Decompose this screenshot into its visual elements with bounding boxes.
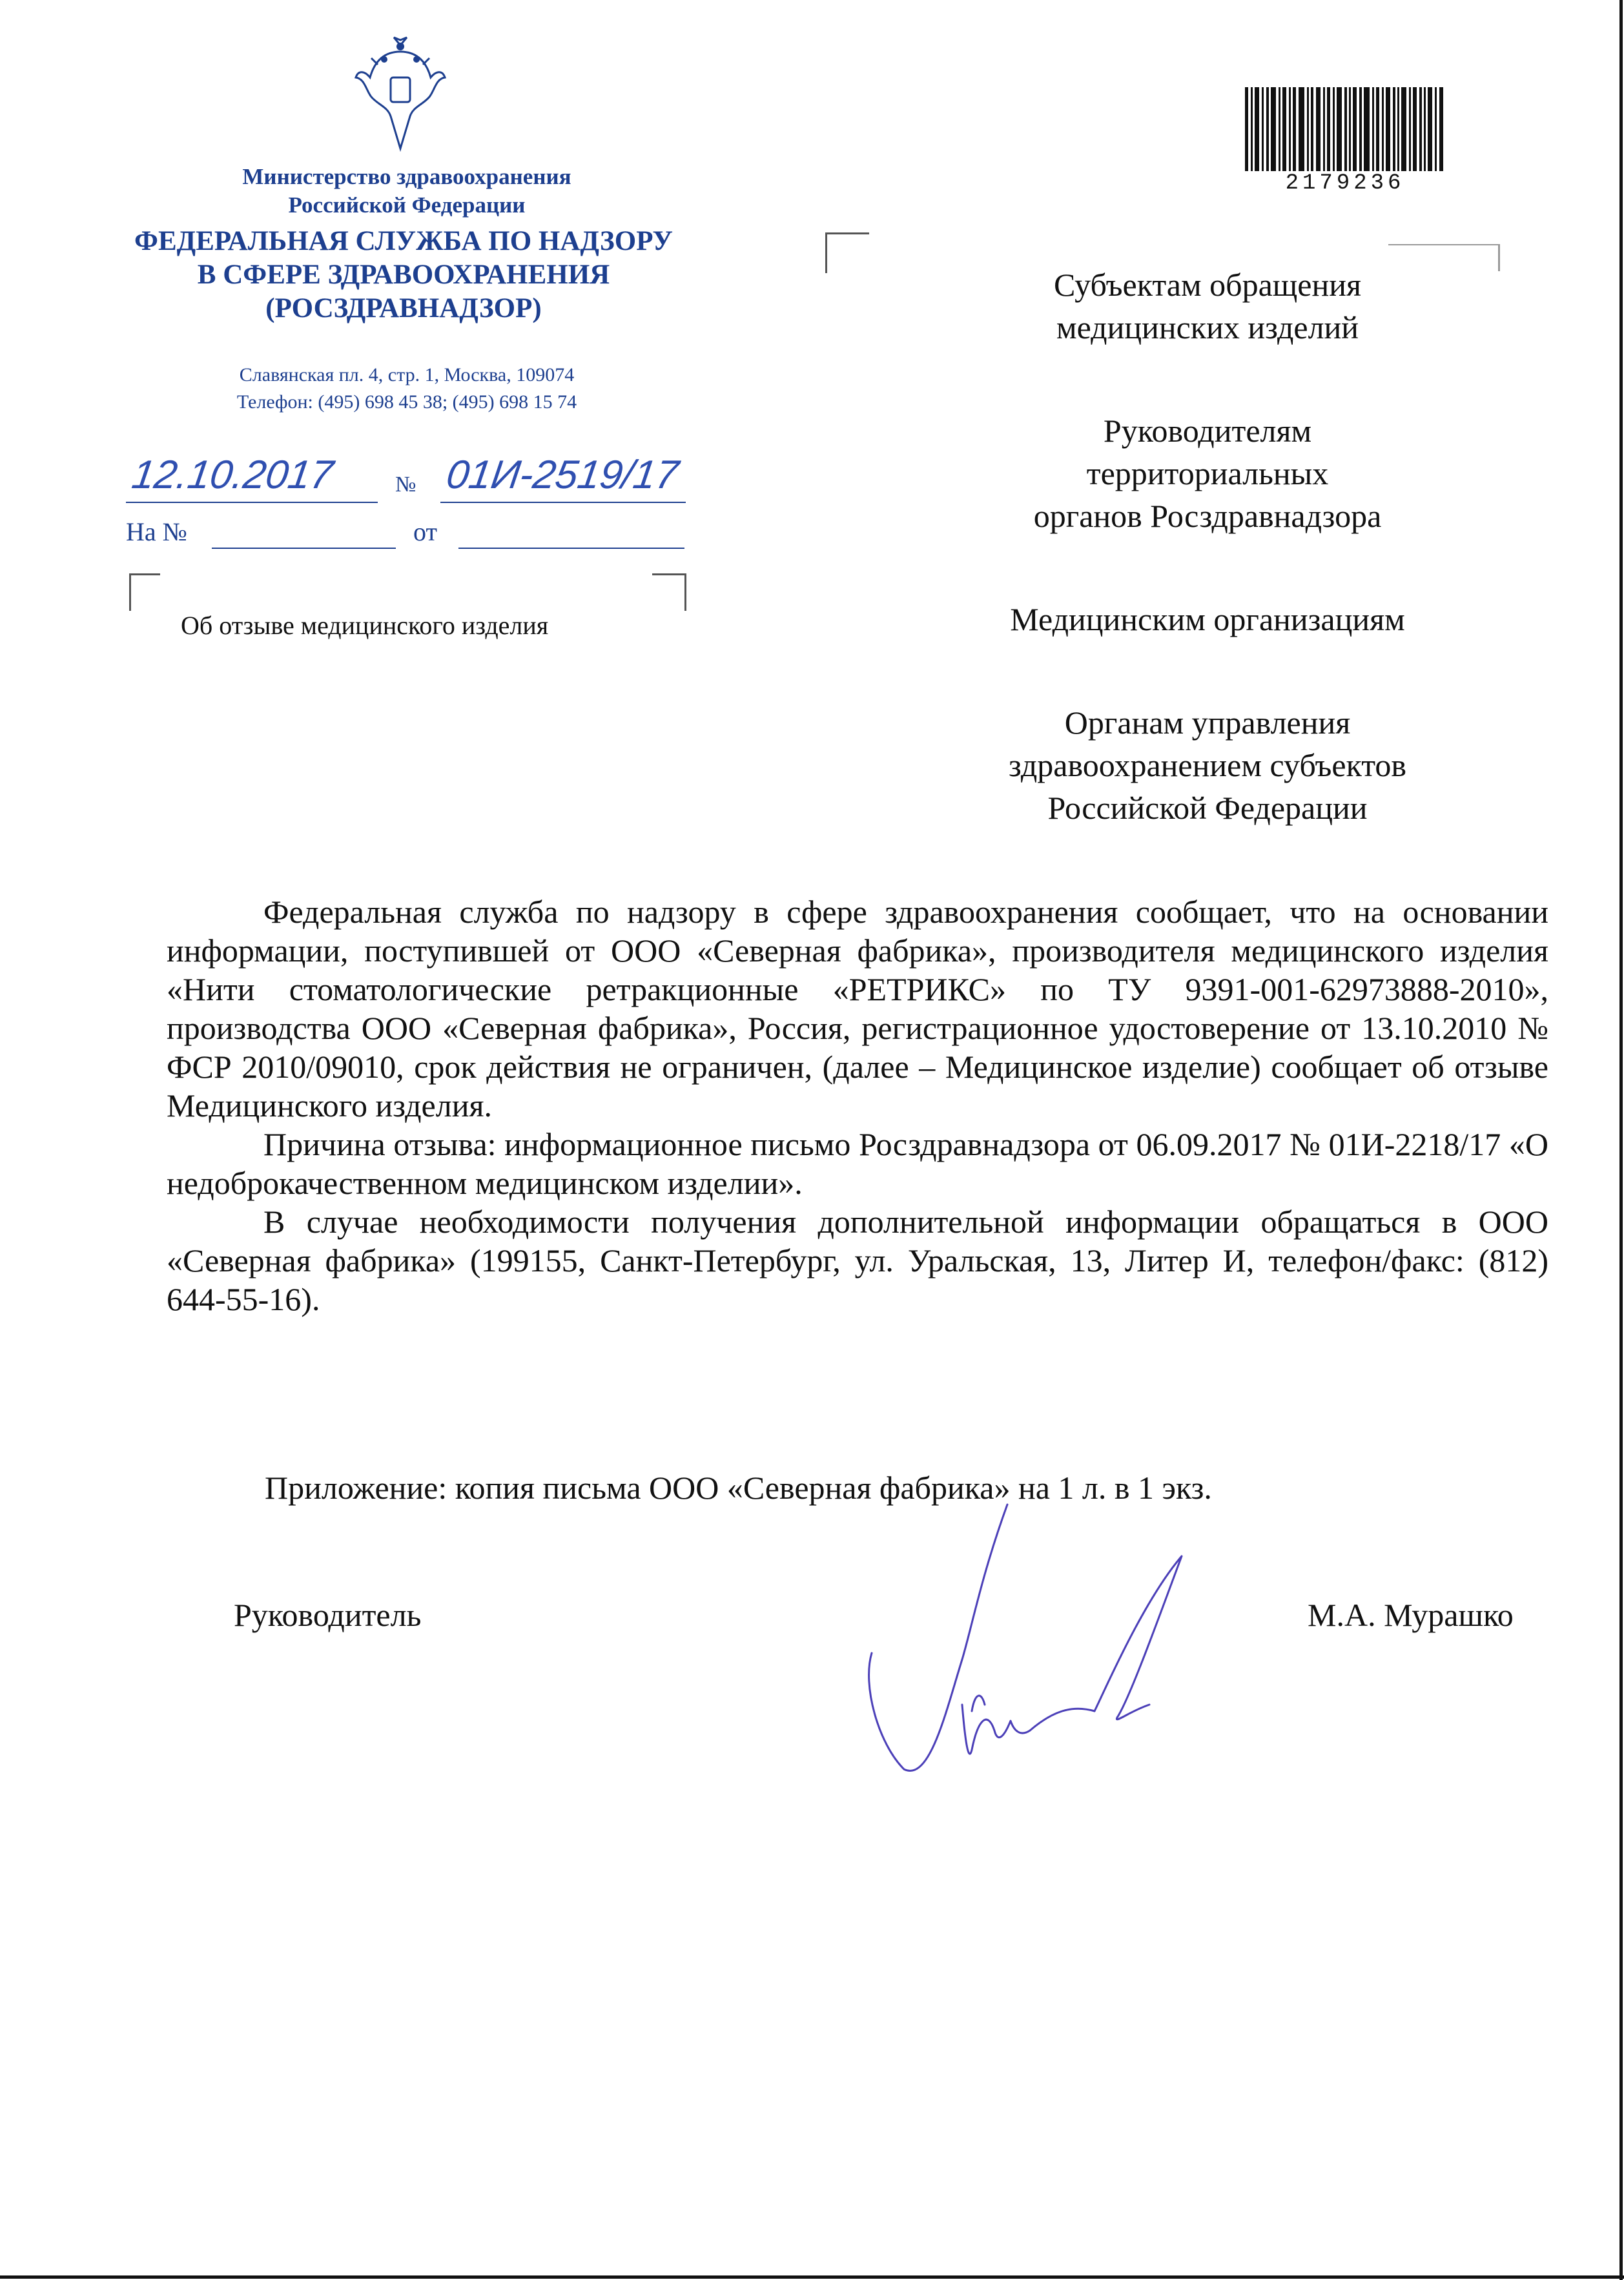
recipient bbox=[901, 263, 1514, 349]
letter-body bbox=[167, 892, 1548, 1319]
recipient-line: здравоохранением субъектов bbox=[1008, 747, 1407, 783]
in-reply-underline bbox=[212, 548, 396, 549]
barcode-number: 2179236 bbox=[1285, 171, 1405, 196]
registration-date: 12.10.2017 bbox=[129, 453, 336, 497]
recipient-line: Медицинским организациям bbox=[1010, 601, 1405, 637]
recipient-line: медицинских изделий bbox=[1056, 309, 1359, 345]
agency-line: ФЕДЕРАЛЬНАЯ СЛУЖБА ПО НАДЗОРУ bbox=[134, 226, 673, 256]
recipient-line: Органам управления bbox=[1064, 704, 1351, 741]
recipient bbox=[901, 409, 1514, 537]
in-reply-label: На № bbox=[126, 517, 187, 546]
recipient-line: органов Росздравнадзора bbox=[1033, 498, 1382, 534]
agency-line: (РОСЗДРАВНАДЗОР) bbox=[265, 293, 542, 324]
page-edge-bottom bbox=[0, 2275, 1624, 2279]
ministry-name bbox=[149, 163, 665, 220]
number-label: № bbox=[395, 473, 416, 497]
ministry-line: Министерство здравоохранения bbox=[242, 164, 571, 189]
recipient-line: Российской Федерации bbox=[1047, 790, 1368, 826]
recipient-line: территориальных bbox=[1086, 455, 1329, 491]
body-paragraph: Федеральная служба по надзору в сфере здравоохранения сообщает, что на основании информации, поступившей от ООО «Северная фабрика», производителя медицинского изделия «Нити стоматологические ретракционные «РЕТРИКС» по ТУ 9391-001-62973888-2010», производства ООО «Северная фабрика», Россия, регистрационное удостоверение от 13.10.2010 № ФСР 2010/09010, срок действия не ограничен, (далее – Медицинское изделие) сообщает об отзыве Медицинского изделия. bbox=[167, 894, 1548, 1124]
agency-name bbox=[97, 225, 710, 325]
body-paragraph: Причина отзыва: информационное письмо Росздравнадзора от 06.09.2017 № 01И-2218/17 «О недоброкачественном медицинском изделии». bbox=[167, 1126, 1548, 1201]
signatory-name: М.А. Мурашко bbox=[1308, 1597, 1514, 1633]
number-underline bbox=[440, 502, 686, 503]
body-paragraph: В случае необходимости получения дополнительной информации обращаться в ООО «Северная фабрика» (199155, Санкт-Петербург, ул. Уральская, 13, Литер И, телефон/факс: (812) 644-55-16). bbox=[167, 1204, 1548, 1317]
ministry-line: Российской Федерации bbox=[288, 192, 526, 218]
recipient bbox=[901, 701, 1514, 829]
agency-line: В СФЕРЕ ЗДРАВООХРАНЕНИЯ bbox=[197, 260, 610, 290]
coat-of-arms-icon bbox=[352, 32, 449, 152]
recipient bbox=[901, 598, 1514, 641]
date-underline bbox=[126, 502, 378, 503]
recipient-corner-left bbox=[825, 232, 869, 273]
subject-corner-left bbox=[129, 573, 160, 611]
page-edge-right bbox=[1619, 0, 1623, 2280]
recipient-line: Субъектам обращения bbox=[1054, 267, 1361, 303]
subject-line: Об отзыве медицинского изделия bbox=[181, 611, 549, 640]
recipient-line: Руководителям bbox=[1103, 413, 1312, 449]
signatory-title: Руководитель bbox=[234, 1597, 422, 1633]
agency-address bbox=[149, 362, 665, 416]
handwritten-signature bbox=[859, 1498, 1220, 1782]
phone-line: Телефон: (495) 698 45 38; (495) 698 15 74 bbox=[236, 391, 577, 413]
from-underline bbox=[458, 548, 684, 549]
subject-corner-right bbox=[652, 573, 686, 611]
recipients-block bbox=[901, 263, 1514, 890]
attachment-note: Приложение: копия письма ООО «Северная фабрика» на 1 л. в 1 экз. bbox=[265, 1470, 1212, 1506]
registration-number: 01И-2519/17 bbox=[444, 453, 681, 497]
from-label: от bbox=[413, 517, 437, 546]
address-line: Славянская пл. 4, стр. 1, Москва, 109074 bbox=[239, 364, 575, 385]
barcode bbox=[1245, 87, 1445, 171]
